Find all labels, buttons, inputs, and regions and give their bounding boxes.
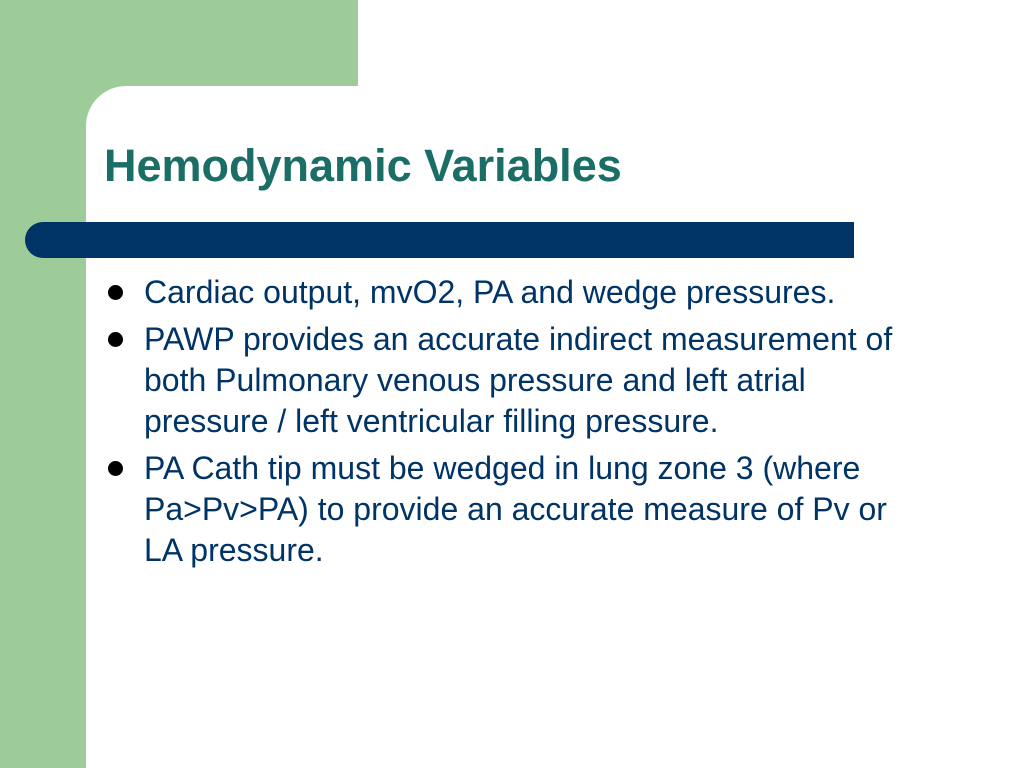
list-item — [104, 272, 904, 313]
slide-title: Hemodynamic Variables — [104, 140, 622, 191]
bullet-dot-icon — [108, 461, 123, 476]
bullet-dot-icon — [108, 332, 123, 347]
bullet-dot-icon — [108, 285, 123, 300]
bullet-text: PAWP provides an accurate indirect measurement of both Pulmonary venous pressure and left atrial pressure / left ventricular filling pressure. — [144, 321, 893, 439]
list-item — [104, 448, 904, 571]
bullet-text: Cardiac output, mvO2, PA and wedge pressures. — [144, 274, 836, 310]
title-underline-bar — [25, 222, 854, 258]
list-item — [104, 319, 904, 442]
bullet-list — [104, 272, 904, 577]
bullet-text: PA Cath tip must be wedged in lung zone 3 (where Pa>Pv>PA) to provide an accurate measure of Pv or LA pressure. — [144, 450, 887, 568]
